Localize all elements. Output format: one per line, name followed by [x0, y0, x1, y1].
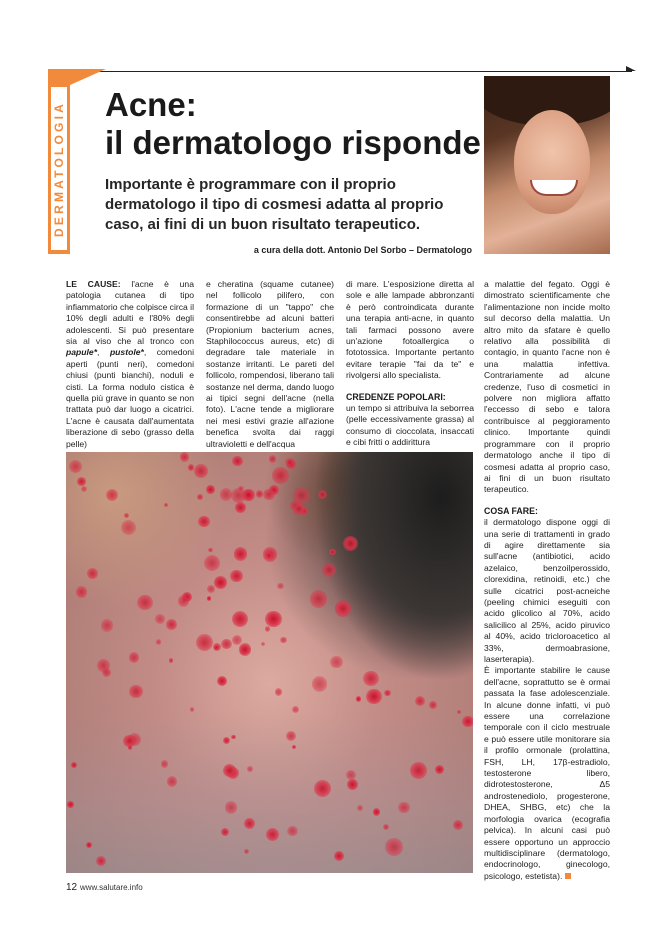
paragraph-text: di mare. L'esposizione diretta al sole e alle lampade abbronzanti è però controindicata durante una terapia anti-acne, in quanto tali farmaci possono avere un'azione fotoallergica o fototossica. Importante pertanto evitare terapie "fai da te" e rivolgersi allo specialista.: [346, 279, 474, 381]
top-rule-corner: [626, 66, 636, 71]
author-byline: a cura della dott. Antonio Del Sorbo – Dermatologo: [253, 245, 472, 255]
acne-spot: [129, 652, 139, 662]
section-label: DERMATOLOGIA: [52, 100, 67, 237]
acne-spot: [363, 671, 379, 687]
acne-spot: [244, 818, 255, 829]
acne-spot: [335, 600, 351, 616]
article-subtitle: Importante è programmare con il proprio dermatologo il tipo di cosmesi adatta al proprio caso, ai fini di un buon risultato terapeutico.: [105, 176, 444, 233]
acne-spot: [196, 634, 213, 651]
acne-spot: [231, 735, 236, 740]
paragraph-text: È importante stabilire le cause dell'acne, soprattutto se è ormai passata la fase adolescenziale. In alcune donne infatti, vi può essere una correlazione temporale con il ciclo mestruale e può essere utile monitorare sia il profilo ormonale (prolattina, FSH, LH, 17β-estradiolo, testosterone libero, didrotestosterone, Δ5 androstenediolo, progesterone, DHEA, SHBG, etc) che la morfologia ovarica (ecografia pelvica). In alcuni casi può essere opportuno un approccio multidisciplinare (dermatologo, endocrinologo, ginecologo, psicologo, estetista).: [484, 665, 610, 881]
acne-spot: [124, 513, 129, 518]
acne-spot: [155, 614, 165, 624]
acne-spot: [429, 701, 437, 709]
page-number: 12: [66, 882, 78, 893]
top-rule: [96, 71, 632, 72]
acne-spot: [234, 547, 247, 560]
paragraph-text: l'acne è una patologia cutanea di tipo infiammatorio che colpisce circa il 10% degli adulti e l'80% degli adolescenti. Si può presentare sia al viso che al tronco con: [66, 279, 194, 347]
acne-spot: [293, 503, 305, 515]
acne-spot: [101, 619, 114, 632]
paragraph-text: , comedoni aperti (punti neri), comedoni chiusi (punti bianchi), noduli e cisti. La forma nodulo cistica è quella più grave in quanto se non trattata può dar luogo a cicatrici. L'acne è causata dall'aumentata liberazione di sebo (grasso della pelle): [66, 347, 194, 449]
acne-spot: [223, 764, 236, 777]
acne-spot: [285, 458, 293, 466]
acne-spot: [256, 490, 264, 498]
acne-spot: [206, 485, 215, 494]
paragraph-text: a malattie del fegato. Oggi è dimostrato scientificamente che l'alimentazione non incide molto sul decorso della malattia. Un altro mito da sfatare è quello relativo alla possibilità di contagio, in quanto l'acne non è una malattia infettiva. Contrariamente ad alcune credenze, l'uso di cosmetici in polvere non migliora affatto l'eccesso di sebo e talora contribuisce al peggioramento clinico. Importante quindi programmare con il proprio dermatologo anche il tipo di cosmesi adatta al proprio caso, ai fini di un buon risultato terapeutico.: [484, 279, 610, 495]
acne-spot: [69, 460, 82, 473]
acne-spot: [190, 707, 194, 711]
acne-spot: [214, 576, 227, 589]
acne-spot: [235, 502, 246, 513]
acne-spot: [102, 668, 111, 677]
acne-spot: [287, 826, 297, 836]
acne-spot: [169, 658, 174, 663]
acne-spot: [265, 626, 270, 631]
acne-spot: [312, 676, 327, 691]
acne-spot: [384, 690, 390, 696]
acne-spot: [123, 735, 135, 747]
section-tab-flag: [70, 69, 106, 85]
acne-spot: [156, 639, 162, 645]
separator: ,: [97, 347, 110, 358]
acne-spot: [286, 731, 296, 741]
acne-spot: [225, 801, 238, 814]
acne-spot: [207, 596, 212, 601]
portrait-face: [514, 110, 590, 214]
acne-spot: [106, 489, 119, 502]
acne-spot: [213, 643, 221, 651]
text-column-3: [346, 279, 474, 449]
paragraph-text: un tempo si attribuiva la seborrea (pelle eccessivamente grassa) al consumo di cioccolata, insaccati e cibi fritti o addirittura: [346, 403, 474, 448]
site-url: www.salutare.info: [80, 883, 143, 892]
acne-spot: [67, 801, 73, 807]
acne-spot: [221, 828, 229, 836]
acne-spot: [77, 477, 86, 486]
emphasis-term: papule*: [66, 347, 98, 358]
heading-what-to-do: COSA FARE:: [484, 505, 538, 516]
acne-spot: [310, 590, 327, 607]
emphasis-term: pustole*: [109, 347, 144, 358]
acne-spot: [263, 489, 274, 500]
acne-spot: [247, 766, 252, 771]
paragraph-text: e cheratina (squame cutanee) nel follicolo pilifero, con formazione di un "tappo" che consentirebbe ad alcuni batteri (Propionium bacterium acnes, Staphilococcus aureus, etc) di degradare tale materiale in sostanze irritanti. Le pareti del follicolo, rompendosi, liberano tali sostanze nel derma, dando luogo ai tipici segni dell'acne (nella foto). L'acne tende a migliorare nei mesi estivi grazie all'azione benefica svolta dai raggi ultravioletti e dell'acqua: [206, 279, 334, 449]
acne-spot: [217, 676, 227, 686]
acne-spot: [277, 583, 284, 590]
acne-spot: [314, 780, 331, 797]
acne-spot: [329, 549, 336, 556]
acne-spot: [197, 494, 203, 500]
text-column-2: [206, 279, 334, 450]
acne-spot: [347, 779, 358, 790]
article-title-line-2: il dermatologo risponde: [105, 124, 481, 161]
acne-spot: [322, 563, 336, 577]
acne-spot: [121, 520, 136, 535]
acne-spot: [231, 488, 246, 503]
acne-spot: [167, 776, 178, 787]
acne-spot: [280, 637, 286, 643]
text-column-4: [484, 279, 610, 882]
acne-spot: [275, 688, 282, 695]
acne-spot: [356, 696, 362, 702]
acne-spot: [164, 503, 168, 507]
acne-spot: [293, 487, 310, 504]
acne-spot: [462, 716, 473, 728]
acne-spot: [129, 685, 142, 698]
acne-spot: [261, 642, 265, 646]
acne-spot: [220, 488, 233, 501]
text-column-1: [66, 279, 194, 450]
heading-beliefs: CREDENZE POPOLARI:: [346, 391, 446, 402]
acne-spot: [385, 838, 403, 856]
acne-spot: [87, 568, 98, 579]
acne-spot: [232, 456, 243, 467]
acne-spot: [76, 586, 88, 598]
end-mark-icon: [565, 873, 571, 879]
acne-spot: [239, 643, 252, 656]
heading-cause: LE CAUSE:: [66, 279, 121, 289]
acne-spot: [265, 552, 272, 559]
portrait-photo: [484, 76, 610, 254]
section-tab-inner: [51, 87, 67, 250]
acne-spot: [180, 452, 190, 462]
acne-spot: [166, 619, 177, 630]
acne-spot: [230, 570, 242, 582]
acne-spot: [137, 595, 153, 611]
acne-spot: [232, 611, 248, 627]
acne-spot: [221, 639, 231, 649]
acne-spot: [343, 536, 358, 551]
acne-spot: [204, 555, 220, 571]
acne-spot: [330, 656, 342, 668]
acne-spot: [269, 455, 277, 463]
acne-spot: [272, 467, 289, 484]
acne-spot: [334, 851, 344, 861]
acne-spot: [194, 464, 208, 478]
acne-spot: [178, 595, 190, 607]
acne-spot: [415, 696, 425, 706]
section-tab: [48, 69, 70, 254]
paragraph-wrapper: [484, 665, 610, 882]
acne-spot: [318, 490, 327, 499]
paragraph-text: il dermatologo dispone oggi di una serie di trattamenti in grado di agire direttamente sia sull'acne (antibiotici, acido azelaico, benzoilperossido, clorexidina, retinoidi, etc.) che sulle cicatrici post-acneiche (peeling chimici eseguiti con acido glicolico al 70%, acido salicilico al 25%, acido piruvico al 40%, acido tricloroacetico al 33%, dermoabrasione, laserterapia).: [484, 517, 610, 664]
acne-spot: [81, 486, 87, 492]
photo-shadow: [313, 452, 473, 682]
acne-spot: [383, 824, 389, 830]
acne-spot: [366, 689, 382, 705]
acne-spot: [71, 762, 77, 768]
acne-spot: [292, 706, 299, 713]
acne-spot: [265, 611, 281, 627]
acne-skin-photo: [66, 452, 473, 873]
acne-spot: [208, 548, 213, 553]
acne-spot: [198, 516, 210, 528]
article-title-line-1: Acne:: [105, 86, 197, 123]
acne-spot: [207, 585, 215, 593]
